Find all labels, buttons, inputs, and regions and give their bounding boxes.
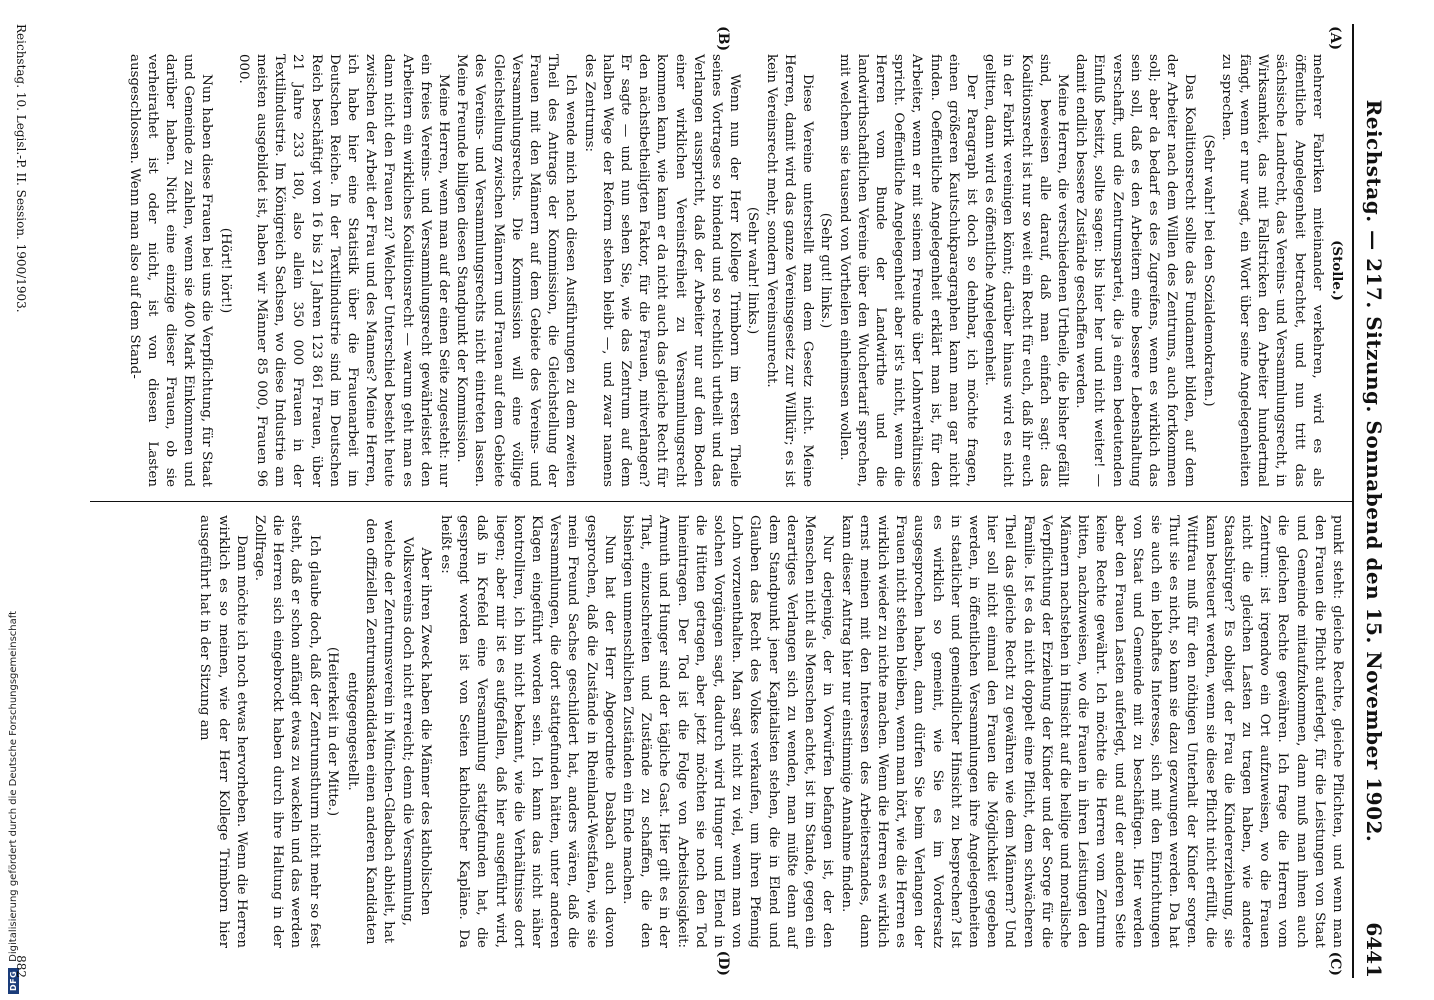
- margin-marker-d: (D): [715, 950, 731, 976]
- text-columns: [90, 24, 1352, 978]
- paragraph: Diese Vereine unterstellt man dem Gesetz nicht. Meine Herren, damit wird das ganze Vereinsgesetz zur Willkür; es ist kein Vereinsrecht mehr, sondern Vereinsunrecht.: [763, 54, 816, 487]
- page-footer: [14, 24, 28, 978]
- speaker-name: (Stolle.): [1329, 240, 1345, 301]
- page-number: 6441: [1362, 922, 1386, 978]
- left-column: [90, 24, 1352, 501]
- reaction: (Sehr wahr! links.): [745, 206, 761, 335]
- reaction: (Sehr gut! links.): [818, 212, 834, 329]
- margin-marker-c: (C): [1327, 951, 1343, 976]
- paragraph: Das Koalitionsrecht sollte das Fundament bilden, auf dem der Arbeiter nach dem Willen des Zentrums, auch fortkommen soll; aber da bedarf es des Zugreifens, wenn es wirklich das sein soll, daß es den Arbeitern eine bessere Lebenshaltung verschafft, und die Zentrumspartei, die ja einen bedeutenden Einfluß besitzt, sollte sagen: bis hier her und nicht weiter! — damit endlich bessere Zustände geschaffen werden.: [1073, 54, 1198, 487]
- paragraph: Ich glaube doch, daß der Zentrumsthurm nicht mehr so fest steht, daß er schon anfängt etwas zu wackeln und das werden die Herren sich eingebrockt haben durch ihre Haltung in der Zollfrage.: [252, 515, 322, 948]
- running-head: [1356, 24, 1386, 978]
- dfg-logo: DFG: [8, 968, 19, 994]
- paragraph: Nun hat der Herr Abgeordnete Dasbach auch davon gesprochen, daß die Zustände in Rheinland-Westfalen, wie sie mein Freund Sachse geschildert hat, anders wären, daß die Versammlungen, die dort stattgefunden hätten, unter anderen Klagen eingeführt worden sein. Ich kann das nicht näher kontrolliren, ich bin nicht bekannt, wie die Verhältnisse dort liegen; aber mir ist es aufgefallen, daß hier ausgeführt wird, daß in Krefeld eine Versammlung stattgefunden hat, die gesprengt worden ist von Seiten katholischer Kapläne. Da heißt es:: [438, 515, 617, 948]
- reaction: (Hört! hört!): [217, 227, 233, 314]
- quoted-passage: Aber ihren Zweck haben die Männer des katholischen Volksvereins doch nicht erreicht; denn die Versammlung, welche der Zentrumsverein in München-Gladbach abhielt, hat den offiziellen Zentrumskandidaten einen anderen Kandidaten entgegengestellt.: [345, 518, 433, 945]
- margin-marker-b: (B): [715, 26, 731, 52]
- page-title: Reichstag. — 217. Sitzung. Sonnabend den 15. November 1902.: [1362, 99, 1386, 843]
- quoted-paragraph: Ich wende mich nach diesen Ausführungen zu dem zweiten Theil des Antrags der Kommission, die Gleichstellung der Frauen mit den Männern auf dem Gebiete des Vereins- und Versammlungsrechts. Die Kommission will eine völlige Gleichstellung zwischen Männern und Frauen auf dem Gebiete des Vereins- und Versammlungsrechts nicht eintreten lassen. Meine Freunde billigen diesen Standpunkt der Kommission.: [454, 54, 579, 487]
- reaction: (Sehr wahr! bei den Sozialdemokraten.): [1200, 134, 1216, 407]
- paragraph: Nun haben diese Frauen bei uns die Verpflichtung, für Staat und Gemeinde zu zahlen, wenn sie 400 Mark Einkommen und darüber haben. Nicht eine einzige dieser Frauen, ob sie verheirathet ist oder nicht, ist von diesen Lasten ausgeschlossen. Wenn man also auf dem Stand-: [126, 54, 215, 487]
- paragraph: mehrerer Fabriken miteinander verkehren, wird es als öffentliche Angelegenheit betrachtet, und nun tritt das sächsische Landrecht, das Vereins- und Versammlungsrecht, in Wirksamkeit, das mit Fallstricken den Arbeiter hundertmal fängt, wenn er nur wagt, ein Wort über seine Angelegenheiten zu sprechen.: [1218, 54, 1325, 487]
- paragraph: punkt steht: gleiche Rechte, gleiche Pflichten, und wenn man den Frauen die Pflicht auferlegt, für die Leistungen von Staat und Gemeinde mitaufzukommen, dann muß man ihnen auch die gleichen Rechte gewähren. Ich frage die Herren vom Zentrum: ist irgendwo ein Ort aufzuweisen, wo die Frauen nicht die gleichen Lasten zu tragen haben, wie andere Staatsbürger? Es obliegt der Frau die Kindererziehung, sie kann besteuert werden, wenn sie diese Pflicht nicht erfüllt, die Wittfrau muß für den nöthigen Unterhalt der Kinder sorgen. Thut sie es nicht, so kann sie dazu gezwungen werden. Da hat sie auch ein lebhaftes Interesse, sich mit den Einrichtungen von Staat und Gemeinde mit zu beschäftigen. Hier werden aber den Frauen Lasten auferlegt, und auf der anderen Seite keine Rechte gewährt. Ich möchte die Herren vom Zentrum bitten, nachzuweisen, wo die Frauen in ihren Leistungen den Männern nachstehen in Hinsicht auf die heilige und moralische Verpflichtung der Erziehung der Kinder und der Sorge für die Familie. Ist es da nicht doppelt eine Pflicht, dem schwächeren Theil das gleiche Recht zu gewähren wie dem Männern? Und hier soll nicht einmal den Frauen die Möglichkeit gegeben werden, in öffentlichen Versammlungen ihre Angelegenheiten in staatlicher und gemeindlicher Hinsicht zu besprechen? Ist es wirklich so gemeint, wie Sie es im Vordersatz ausgesprochen haben, dann dürfen Sie beim Verlangen der Frauen nicht stehen bleiben, wenn man hört, wie die Herren es wirklich wieder zu nichte machen. Wenn die Herren es wirklich ernst meinen mit den Interessen des Arbeiterstandes, dann kann dieser Antrag hier nur einstimmige Annahme finden.: [838, 515, 1345, 948]
- paragraph: Meine Herren, wenn man auf der einen Seite zugesteht: nur ein freies Vereins- und Versammlungsrecht gewährleistet den Arbeitern ein wirkliches Koalitionsrecht — warum geht man es dann nicht den Frauen zu? Welcher Unterschied besteht heute zwischen der Arbeit der Frau und des Mannes? Meine Herren, ich habe hier eine Statistik über die Frauenarbeit im Deutschen Reiche. In der Textilindustrie sind im Deutschen Reich beschäftigt von 16 bis 21 Jahren 123 861 Frauen, über 21 Jahre 233 180, also allein 350 000 Frauen in der Textilindustrie. Im Königreich Sachsen, wo diese Industrie am meisten ausgebildet ist, haben wir Männer 85 000, Frauen 96 000.: [235, 54, 452, 487]
- right-column: [90, 501, 1352, 978]
- sheet-number: 882: [14, 955, 28, 978]
- digitization-credit-text: Digitalisierung gefördert durch die Deutsche Forschungsgemeinschaft: [7, 610, 19, 962]
- header-rule: [1352, 24, 1354, 978]
- volume-info: Reichstag. 10. Legisl.-P. II. Session. 1900/1903.: [14, 24, 28, 313]
- paragraph: Wenn nun der Herr Kollege Trimborn im ersten Theile seines Vortrages so bindend und so rechtlich urtheilt und das Verlangen ausspricht, daß der Arbeiter nur auf dem Boden einer wirklichen Vereinsfreiheit zu Versammlungsrecht kommen kann, wie kann er da nicht auch das gleiche Recht für den nächstbetheiligten Faktor, für die Frauen, mitverlangen? Er sagte — und nun sehen Sie, wie das Zentrum auf dem halben Wege der Reform stehen bleibt —, und zwar namens des Zentrums:: [581, 54, 743, 487]
- paragraph: Nur derjenige, der in Vorwürfen befangen ist, der den Menschen nicht als Menschen achtet, ist im Stande, gegen ein derartiges Verlangen sich zu wenden, man müßte denn auf dem Standpunkt jener Kapitalisten stehen, die in Elend und Glauben das Recht des Volkes verkaufen, um ihren Pfennig Lohn vorzuenthalten. Man sagt nicht zu viel, wenn man von solchen Vorgängen sagt, dadurch wird Hunger und Elend in die Hütten getragen, aber jetzt möchten sie noch den Tod hineintragen. Der Tod ist die Folge von Arbeitslosigkeit: Armuth und Hunger sind der tägliche Gast. Hier gilt es in der That, einzuschreiten und Zustände zu schaffen, die den bisherigen unmenschlichen Zuständen ein Ende machen.: [620, 515, 836, 948]
- paragraph: Der Paragraph ist doch so dehnbar, ich möchte fragen, einen größeren Kautschukparagraphen kann man gar nicht finden. Oeffentliche Angelegenheit erklärt man ist, für den Arbeiter, wenn er mit seinem Freunde über Lohnverhältnisse spricht. Oeffentliche Angelegenheit aber ist's nicht, wenn die Herren vom Bunde der Landwirthe und die landwirthschaftlichen Vereine über den Wuchertarif sprechen, mit welchem sie tausend von Vortheilen einheimsen wollen.: [836, 54, 979, 487]
- paragraph: Meine Herren, die verschiedenen Urtheile, die bisher gefällt sind, beweisen alle darauf, daß man einfach sagt: das Koalitionsrecht ist nur so weit ein Recht für euch, daß ihr euch in der Fabrik vereinigen könnt; darüber hinaus wird es nicht gelitten, dann wird es öffentliche Angelegenheit.: [982, 54, 1070, 487]
- margin-marker-a: (A): [1327, 26, 1343, 51]
- reaction: (Heiterkeit in der Mitte.): [324, 646, 340, 817]
- paragraph: Dann möchte ich noch etwas hervorheben. Wenn die Herren wirklich es so meinen, wie der Herr Kollege Trimborn hier ausgeführt hat in der Sitzung am: [197, 515, 249, 948]
